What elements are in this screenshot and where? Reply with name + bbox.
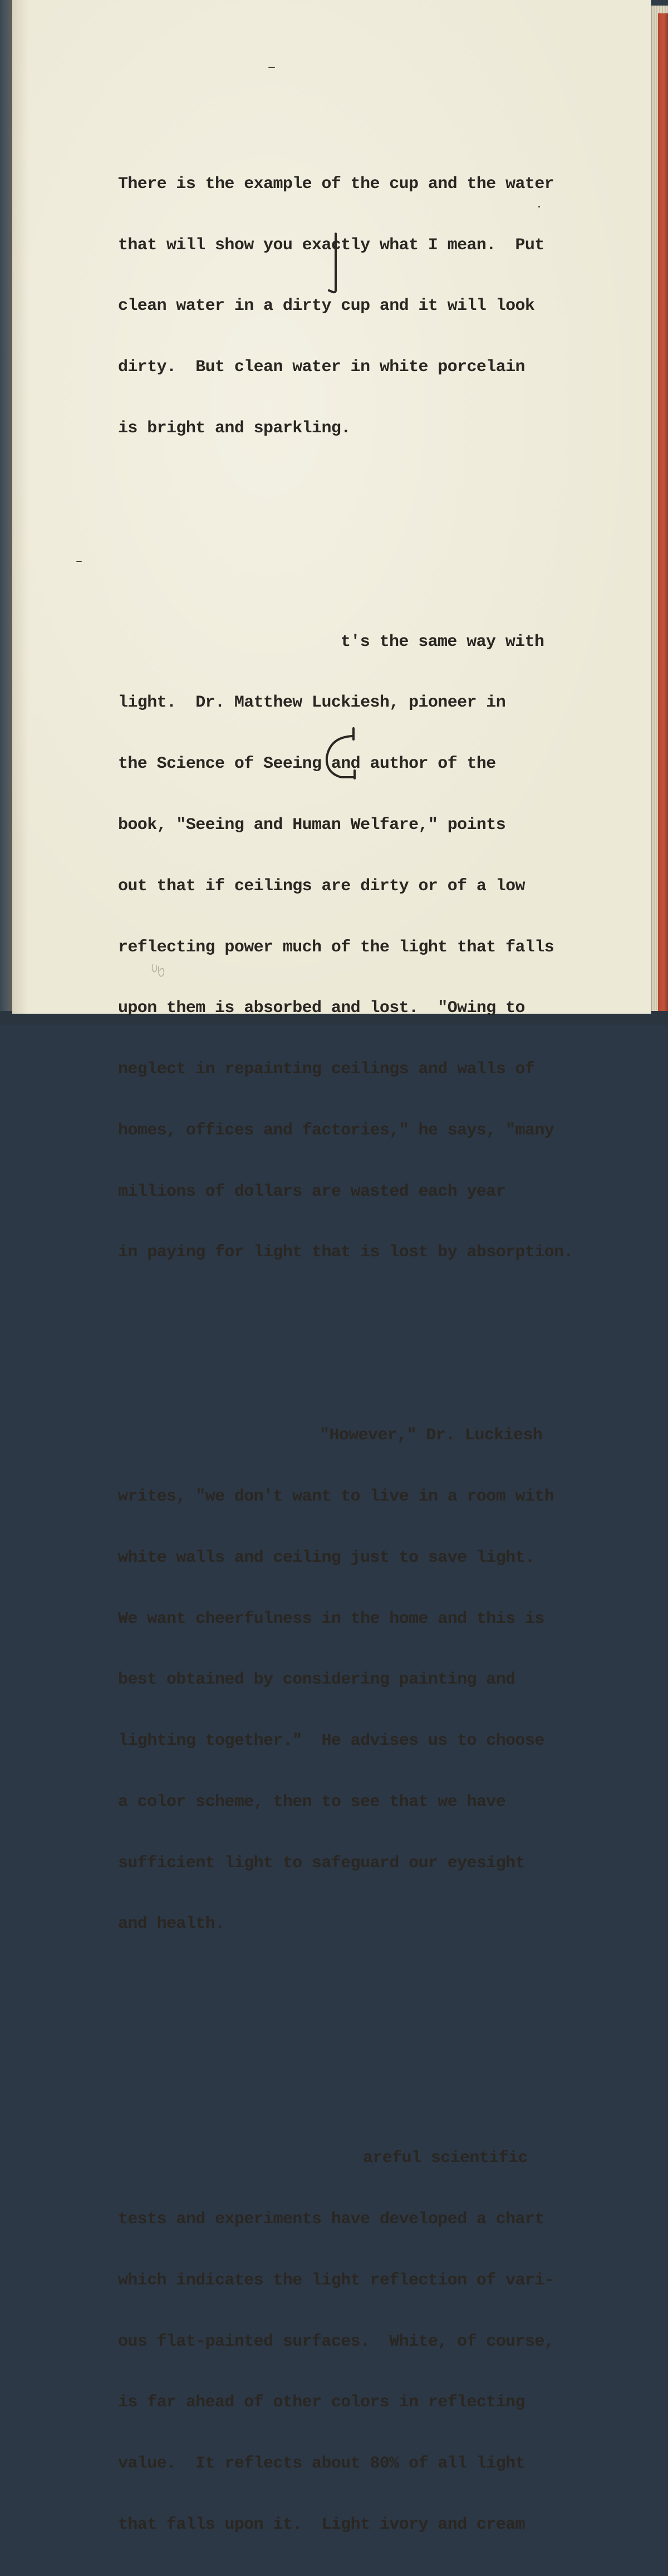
paragraph-gap — [118, 1996, 619, 2067]
paragraph-gap — [118, 1324, 619, 1344]
text-line: lighting together." He advises us to choose — [118, 1731, 544, 1751]
text-line: that will show you exactly what I mean. Put — [118, 235, 544, 255]
text-line: which indicates the light reflection of vari- — [118, 2271, 554, 2290]
text-line: neglect in repainting ceilings and walls of — [118, 1060, 535, 1079]
text-line: book, "Seeing and Human Welfare," points — [118, 816, 506, 835]
paper-page — [12, 0, 651, 2534]
text-line: sufficient light to safeguard our eyesight — [118, 1853, 525, 1873]
text-line: dirty. But clean water in white porcelain — [118, 358, 525, 377]
text-line: tests and experiments have developed a chart — [118, 2210, 544, 2229]
text-line: is bright and sparkling. — [118, 418, 351, 438]
text-line: value. It reflects about 80% of all light — [118, 2454, 525, 2474]
text-line: a color scheme, then to see that we have — [118, 1792, 506, 1812]
typed-body-text — [118, 113, 619, 2576]
text-line: millions of dollars are wasted each year — [118, 1182, 506, 1201]
text-line: clean water in a dirty cup and it will look — [118, 297, 535, 316]
ink-speck — [268, 67, 275, 68]
red-page-edge — [658, 13, 668, 1015]
text-line: that falls upon it. Light ivory and cream — [118, 2515, 525, 2534]
text-line: homes, offices and factories," he says, "many — [118, 1121, 554, 1140]
text-line: best obtained by considering painting and — [118, 1670, 515, 1690]
text-line: We want cheerfulness in the home and this is — [118, 1609, 544, 1628]
text-line: the Science of Seeing and author of the — [118, 754, 496, 774]
text-line: "However," Dr. Luckiesh — [320, 1426, 543, 1445]
text-line: reflecting power much of the light that falls — [118, 937, 554, 957]
text-line: ous flat-painted surfaces. White, of course, — [118, 2332, 554, 2351]
text-line: There is the example of the cup and the water — [118, 174, 554, 194]
text-line: light. Dr. Matthew Luckiesh, pioneer in — [118, 693, 506, 713]
text-line: and health. — [118, 1914, 225, 1934]
text-line: t's the same way with — [341, 632, 544, 652]
paragraph-gap — [118, 500, 619, 550]
text-line: upon them is absorbed and lost. "Owing to — [118, 999, 525, 1018]
ink-speck — [76, 561, 82, 562]
text-line: is far ahead of other colors in reflecting — [118, 2393, 525, 2412]
text-line: out that if ceilings are dirty or of a low — [118, 876, 525, 896]
text-line: writes, "we don't want to live in a room with — [118, 1487, 554, 1506]
text-line: areful scientific — [363, 2149, 528, 2168]
text-line: in paying for light that is lost by absorption. — [118, 1243, 573, 1262]
text-line: white walls and ceiling just to save light. — [118, 1548, 535, 1567]
